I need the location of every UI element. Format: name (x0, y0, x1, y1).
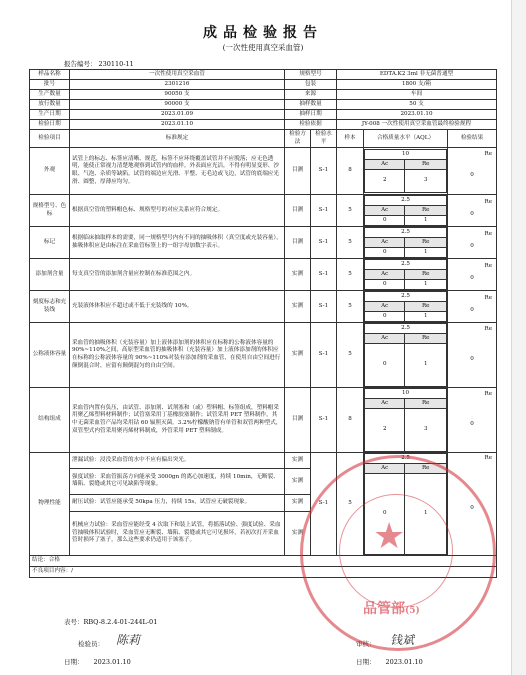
insp-date-label: 检验日期 (30, 120, 70, 130)
sample-name-value: 一次性使用真空采血管 (70, 70, 285, 80)
ac-value: 0 (365, 248, 405, 258)
source-value: 车间 (337, 90, 497, 100)
ac-label: Ac (365, 160, 405, 170)
form-number-label: 表号： (64, 618, 84, 626)
row-aql (364, 388, 448, 453)
row-method: 实测 (285, 512, 311, 556)
row-item: 结构组成 (30, 388, 70, 453)
row-sample: 8 (337, 388, 364, 453)
table-row (30, 323, 497, 388)
row-item: 公称液体容量 (30, 323, 70, 388)
aql-value: 10 (365, 389, 447, 399)
row-sample: 5 (337, 323, 364, 388)
re-value: 1 (405, 248, 447, 258)
ac-value: 0 (365, 474, 405, 555)
ac-value: 0 (365, 344, 405, 387)
ac-value: 2 (365, 170, 405, 193)
row-item: 规格型号、色标 (30, 195, 70, 227)
row-level: S-1 (311, 259, 337, 291)
inspector (78, 639, 104, 648)
nonconforming-row (30, 567, 497, 578)
result-grid (448, 230, 496, 255)
result-grid (448, 151, 496, 192)
row-standard: 充装液体体积应不超过或不低于充装线的 10%。 (70, 291, 285, 323)
seal-dept: 品管部 (363, 601, 405, 617)
row-result (448, 323, 497, 388)
col-aql: 合格质量水平（AQL） (364, 130, 448, 148)
inspector-date (64, 657, 131, 666)
table-row (30, 453, 497, 469)
spec-label: 规格型号 (285, 70, 337, 80)
row-standard: 耐压试验：试管应能承受 50kpa 压力，持续 15s，试管应无破裂现象。 (70, 494, 285, 511)
result-value: 0 (470, 420, 474, 427)
row-item: 外观 (30, 148, 70, 195)
sample-name-label: 样品名称 (30, 70, 70, 80)
conclusion-label: 结论： (32, 557, 49, 564)
aql-value: 2.5 (365, 324, 447, 334)
ac-label: Ac (365, 238, 405, 248)
col-sample: 样本 (337, 130, 364, 148)
package-value: 1800 支/箱 (337, 80, 497, 90)
re-label: Re (405, 399, 447, 409)
report-number-value: 230110-11 (98, 60, 134, 68)
result-grid (448, 294, 496, 319)
aql-value: 2.5 (365, 260, 447, 270)
seal-sub: (5) (405, 606, 420, 616)
result-value: 0 (470, 275, 474, 282)
aql-grid (364, 291, 447, 322)
re-label: Re (405, 302, 447, 312)
conclusion-value: 合格 (48, 557, 60, 564)
re-value: 1 (405, 312, 447, 322)
table-row (30, 227, 497, 259)
row-aql (364, 148, 448, 195)
row-standard: 根据临床抽取样本的需要，同一规格型号内有不同的抽吸体积（真空度或充装容量），抽吸体积应是由标注在采血管标签上的一组字母加数字表示。 (70, 227, 285, 259)
info-row-proddate (30, 110, 497, 120)
re-label: Re (405, 270, 447, 280)
row-method: 实测 (285, 259, 311, 291)
re-value: 1 (405, 280, 447, 290)
row-standard: 泄漏试验：浸没采血管的水中不应有偏出突光。 (70, 453, 285, 469)
row-sample: 5 (337, 259, 364, 291)
row-result (448, 259, 497, 291)
result-re-label: Re (484, 326, 493, 333)
col-standard: 标准规定 (70, 130, 285, 148)
row-result (448, 453, 497, 556)
aql-value: 2.5 (365, 228, 447, 238)
sample-qty-value: 50 支 (337, 100, 497, 110)
report-number-label: 报告编号： (64, 60, 97, 68)
seal-text (363, 598, 420, 618)
ac-label: Ac (365, 399, 405, 409)
row-item: 标记 (30, 227, 70, 259)
aql-grid (364, 227, 447, 258)
row-aql (364, 227, 448, 259)
info-row-name (30, 70, 497, 80)
re-value: 1 (405, 216, 447, 226)
aql-grid (364, 259, 447, 290)
re-label: Re (405, 160, 447, 170)
row-level: S-1 (311, 227, 337, 259)
approver-date-value: 2023.01.10 (385, 658, 423, 666)
aql-grid (364, 323, 447, 387)
row-method: 目测 (285, 195, 311, 227)
row-level: S-1 (311, 453, 337, 556)
inspector-date-value: 2023.01.10 (93, 658, 131, 666)
aql-value: 2.5 (365, 196, 447, 206)
package-label: 包装 (285, 80, 337, 90)
result-value: 0 (470, 211, 474, 218)
sample-date-value: 2023.01.10 (337, 110, 497, 120)
table-row (30, 259, 497, 291)
result-grid (448, 262, 496, 287)
re-value: 1 (405, 474, 447, 555)
row-method: 实测 (285, 494, 311, 511)
row-level: S-1 (311, 148, 337, 195)
ac-value: 0 (365, 280, 405, 290)
prod-qty-value: 90050 支 (70, 90, 285, 100)
table-row (30, 291, 497, 323)
row-item: 添加剂含量 (30, 259, 70, 291)
inspection-table (29, 69, 497, 578)
row-level: S-1 (311, 323, 337, 388)
result-value: 0 (470, 243, 474, 250)
row-method: 实测 (285, 469, 311, 494)
row-sample: 5 (337, 227, 364, 259)
ac-label: Ac (365, 270, 405, 280)
re-value: 3 (405, 409, 447, 452)
info-row-release (30, 100, 497, 110)
result-re-label: Re (484, 230, 493, 237)
row-sample: 5 (337, 291, 364, 323)
report-title: 成品检验报告 (203, 25, 323, 41)
spec-value: EDTA.K2 3ml 非无菌普通型 (337, 70, 497, 80)
row-method: 实测 (285, 323, 311, 388)
column-header-row (30, 130, 497, 148)
prod-date-value: 2023.01.09 (70, 110, 285, 120)
result-re-label: Re (484, 151, 493, 158)
inspector-label: 检验员： (78, 640, 104, 648)
result-value: 0 (470, 504, 474, 511)
info-row-batch (30, 80, 497, 90)
result-re-label: Re (484, 455, 493, 462)
table-row (30, 148, 497, 195)
row-method: 目测 (285, 148, 311, 195)
row-result (448, 195, 497, 227)
row-sample: 8 (337, 148, 364, 195)
basis-label: 检验依据 (285, 120, 337, 130)
aql-grid (364, 195, 447, 226)
result-grid (448, 455, 496, 554)
row-method: 实测 (285, 291, 311, 323)
row-level: S-1 (311, 388, 337, 453)
row-aql (364, 323, 448, 388)
col-result: 检验结果 (448, 130, 497, 148)
result-value: 0 (470, 355, 474, 362)
result-re-label: Re (484, 262, 493, 269)
row-standard: 采血管内置有负压，由试管、添加剂、试剂塞和（或）塑料帽、标签组成，塑料帽采用聚乙烯塑料材料制作；试管塞采用丁基橡胶塞制作；试管采用 PET 塑料制作，其中无菌采血管产品均采用钴 60 辐照灭菌。3.2%柠檬酸钠管有单管和双管两种型式，双管型式内管采用聚丙烯材料制成，外管采用 PET 塑料制成。 (70, 388, 285, 453)
col-item: 检验项目 (30, 130, 70, 148)
re-value: 3 (405, 170, 447, 193)
ac-value: 2 (365, 409, 405, 452)
re-label: Re (405, 334, 447, 344)
inspector-signature: 陈莉 (116, 633, 141, 647)
row-aql (364, 453, 448, 556)
inspector-date-label: 日期： (64, 658, 84, 666)
report-subtitle: (一次性使用真空采血管) (222, 43, 304, 52)
row-standard: 机械应力试验：采血管应能经受 4 次取下和装上试管，将摇落试验、强度试验、采血管抽吸体积试验时，采血管应无断裂、墙陷、裂缝或其它可见损坏，若初次打开采血管时损坏了塞子，那么这些要求仍适用于该塞子。 (70, 512, 285, 556)
nonconforming-label: 不良项目内容： (32, 568, 72, 575)
row-method: 目测 (285, 388, 311, 453)
result-re-label: Re (484, 294, 493, 301)
prod-qty-label: 生产数量 (30, 90, 70, 100)
nonconforming (30, 567, 497, 578)
aql-grid (364, 388, 447, 452)
seal-star-icon: ★ (373, 516, 406, 557)
approver (356, 639, 376, 648)
table-row (30, 388, 497, 453)
approver-signature: 钱斌 (390, 633, 415, 647)
form-number (64, 617, 157, 626)
result-value: 0 (470, 171, 474, 178)
re-label: Re (405, 464, 447, 474)
row-standard: 采血管的抽吸体积（充装容量）加上液体添加剂的体积应在标称的公称液体容量的 90%~110%之间，高原型采血管的抽吸体积（充装容量）加上液体添加剂的体积应在标称的公称液体容量的 90%~110%对装有添加剂的采血管，在使用自由空间进行颠倒混合时，应留有颠倒混匀的自由空间。 (70, 323, 285, 388)
ac-value: 0 (365, 312, 405, 322)
row-result (448, 227, 497, 259)
row-standard: 试管上的标志、标签应清晰、规范，标签不应环绕覆盖试管并不应脱落；应无色透明，能使正常视力清楚地观察到试管内的血样。外表面应光洁，不得有明显变形、沙眼、气泡、杂质等缺陷。试管的端边应光滑、平整、无毛边或飞边，试管的底端应光滑、圆整，厚薄应均匀。 (70, 148, 285, 195)
table-row (30, 195, 497, 227)
conclusion (30, 556, 497, 567)
aql-value: 2.5 (365, 292, 447, 302)
result-re-label: Re (484, 391, 493, 398)
ac-label: Ac (365, 206, 405, 216)
release-qty-value: 90000 支 (70, 100, 285, 110)
aql-value: 2.5 (365, 454, 447, 464)
info-row-inspdate (30, 120, 497, 130)
conclusion-row (30, 556, 497, 567)
result-re-label: Re (484, 198, 493, 205)
row-item: 物理性能 (30, 453, 70, 556)
row-result (448, 148, 497, 195)
row-sample: 5 (337, 195, 364, 227)
page-edge (511, 0, 526, 675)
row-method: 目测 (285, 227, 311, 259)
row-sample: 5 (337, 453, 364, 556)
ac-value: 0 (365, 216, 405, 226)
col-level: 检验水平 (311, 130, 337, 148)
ac-label: Ac (365, 464, 405, 474)
nonconforming-value: / (71, 568, 74, 575)
row-result (448, 388, 497, 453)
row-result (448, 291, 497, 323)
release-qty-label: 放行数量 (30, 100, 70, 110)
row-standard: 根据真空管的塑料帽色标、规格型号的对应关系应符合规定。 (70, 195, 285, 227)
row-aql (364, 195, 448, 227)
source-label: 来源 (285, 90, 337, 100)
insp-date-value: 2023.01.10 (70, 120, 285, 130)
sample-qty-label: 抽样数量 (285, 100, 337, 110)
row-aql (364, 259, 448, 291)
result-grid (448, 326, 496, 385)
re-label: Re (405, 206, 447, 216)
row-level: S-1 (311, 291, 337, 323)
row-standard: 每支真空管的添加剂含量应控制在标准范围之内。 (70, 259, 285, 291)
info-row-prodqty (30, 90, 497, 100)
row-method: 实测 (285, 453, 311, 469)
form-number-value: RBQ-8.2.4-01-244L-01 (83, 618, 158, 626)
aql-value: 10 (365, 150, 447, 160)
row-item: 刻度标志和充装线 (30, 291, 70, 323)
re-value: 1 (405, 344, 447, 387)
basis-value: JY-008 一次性使用真空采血管最终检验规程 (337, 120, 497, 130)
re-label: Re (405, 238, 447, 248)
result-grid (448, 198, 496, 223)
row-aql (364, 291, 448, 323)
ac-label: Ac (365, 334, 405, 344)
report-number (62, 59, 134, 68)
approver-date-label: 日期： (356, 658, 376, 666)
aql-grid (364, 149, 447, 193)
result-grid (448, 391, 496, 450)
ac-label: Ac (365, 302, 405, 312)
result-value: 0 (470, 307, 474, 314)
sample-date-label: 抽样日期 (285, 110, 337, 120)
approver-date (356, 657, 423, 666)
row-standard: 强度试验：采血管振荡方向能承受 3000gn 的离心加速度，持续 10min，无断裂、墙陷、裂缝或其它可见缺陷等现象。 (70, 469, 285, 494)
batch-label: 批号 (30, 80, 70, 90)
col-method: 检验方法 (285, 130, 311, 148)
aql-grid (364, 453, 447, 555)
batch-value: 2301216 (70, 80, 285, 90)
row-level: S-1 (311, 195, 337, 227)
approver-label: 审核： (356, 640, 376, 648)
prod-date-label: 生产日期 (30, 110, 70, 120)
